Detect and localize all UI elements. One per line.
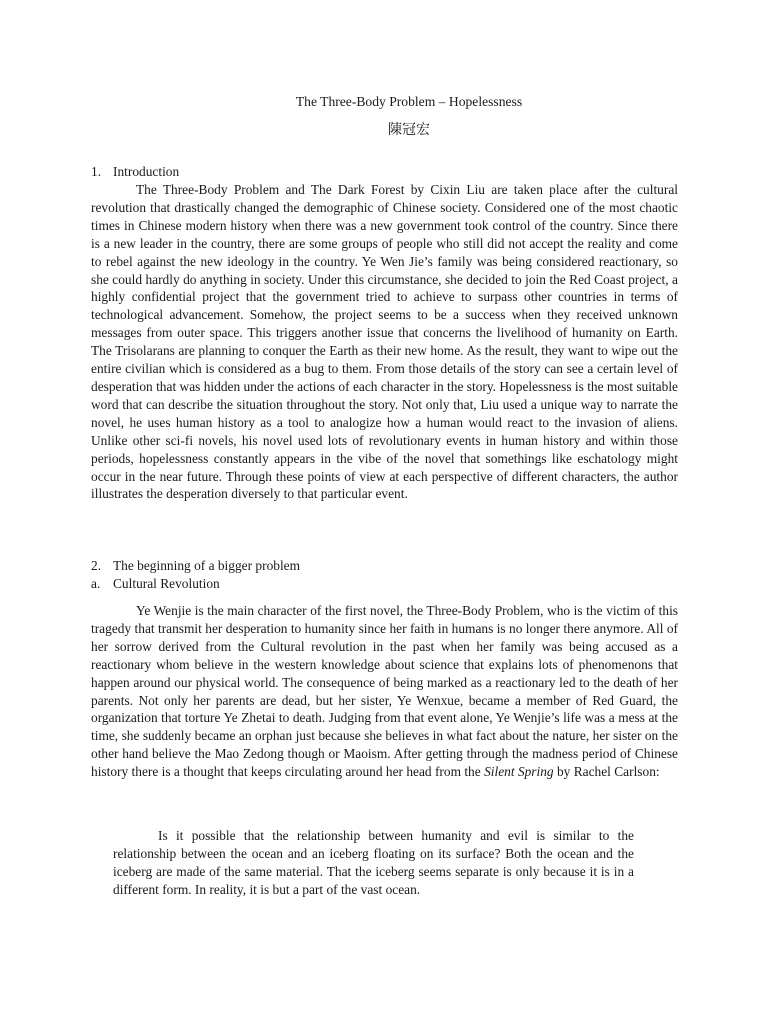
section-2-title: The beginning of a bigger problem [113, 558, 301, 573]
section-1-heading [91, 163, 179, 181]
section-2-number: 2. [91, 558, 102, 573]
section-1-number: 1. [91, 164, 102, 179]
document-title: The Three-Body Problem – Hopelessness [295, 94, 523, 109]
subsection-a-title: Cultural Revolution [113, 576, 220, 591]
block-quote: Is it possible that the relationship between humanity and evil is similar to the relationship between the ocean and an iceberg floating on its surface? Both the ocean and the iceberg are made of the same material. That the iceberg seems separate is only because it is in a different form. In reality, it is but a part of the vast ocean. [113, 828, 634, 897]
section-1-title: Introduction [113, 164, 180, 179]
paragraph-text-part-1: Ye Wenjie is the main character of the first novel, the Three-Body Problem, who is the victim of this tragedy that transmit her desperation to humanity since her faith in humans is no longer there anymore. All of her sorrow derived from the Cultural revolution in the past when her family was being accused as a reactionary whom believe in the western knowledge about science that explains lots of phenomenons that happen around our physical world. The consequence of being marked as a reactionary led to the death of her parents. Not only her parents are dead, but her sister, Ye Wenxue, became a member of Red Guard, the organization that torture Ye Zhetai to death. Judging from that event alone, Ye Wenjie’s life was a mess at the time, she suddenly became an orphan just because she believes in what fact about the nature, her sister on the other hand believe the Mao Zedong though or Maoism. After getting through the madness period of Chinese history there is a thought that keeps circulating around her head from the [91, 603, 678, 780]
subsection-a-number: a. [91, 576, 101, 591]
cultural-revolution-paragraph [91, 602, 678, 781]
introduction-paragraph: The Three-Body Problem and The Dark Forest by Cixin Liu are taken place after the cultural revolution that drastically changed the demographic of Chinese society. Considered one of the most chaotic times in Chinese modern history when there was a new government took control of the country. Since there is a new leader in the country, there are some groups of people who still did not accept the reality and come to rebel against the new ideology in the country. Ye Wen Jie’s family was being considered reactionary, so she could hardly do anything in society. Under this circumstance, she decided to join the Red Coast project, a highly confidential project that the government tried to achieve to surpass other countries in terms of technological advancement. Somehow, the project seems to be a success when they received unknown messages from outer space. This triggers another issue that concerns the livelihood of humanity on Earth. The Trisolarans are planning to conquer the Earth as their new home. As the result, they want to wipe out the entire civilian which is considered as a bug to them. From those details of the story can see a certain level of desperation that was hidden under the actions of each character in the story. Hopelessness is the most suitable word that can describe the situation throughout the story. Not only that, Liu used a unique way to narrate the novel, he uses human history as a tool to analogize how a human would react to the invasion of aliens. Unlike other sci-fi novels, his novel used lots of revolutionary events in human history and within those periods, hopelessness constantly appears in the vibe of the novel that somethings like eschatology might occur in the near future. Through these points of view at each perspective of different characters, the author illustrates the desperation diversely to that particular event. [91, 182, 678, 502]
book-title: Silent Spring [484, 764, 554, 780]
document-author: 陳冠宏 [388, 122, 430, 138]
subsection-a-heading [91, 575, 220, 593]
section-2-heading [91, 557, 300, 575]
paragraph-text-part-2: by Rachel Carlson: [556, 764, 660, 780]
